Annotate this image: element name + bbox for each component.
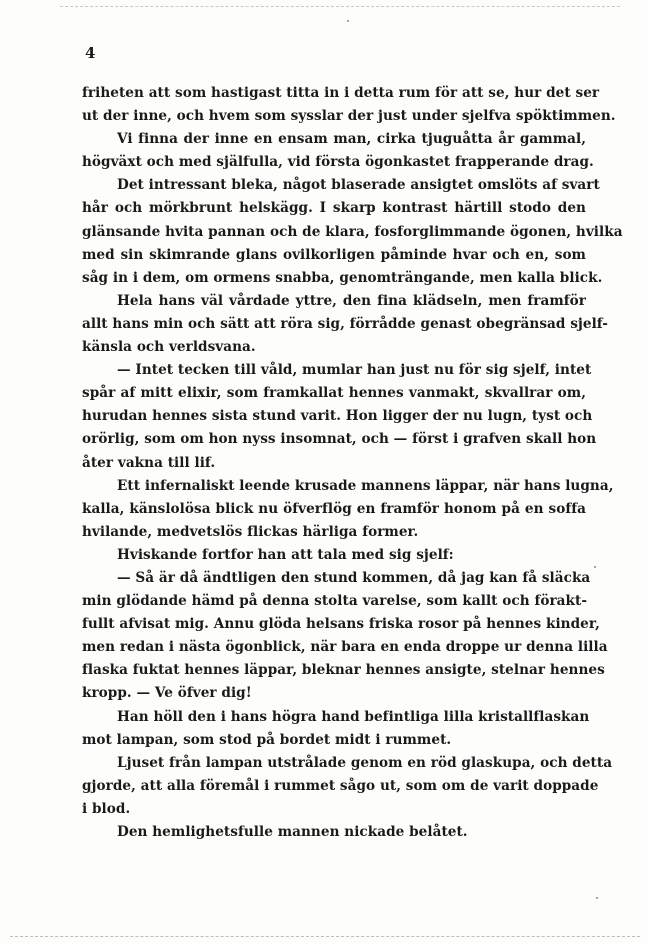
text-line: mot lampan, som stod på bordet midt i rummet. xyxy=(82,731,452,748)
text-line: Han höll den i hans högra hand befintliga lilla kristallflaskan xyxy=(117,708,590,725)
text-line: åter vakna till lif. xyxy=(82,454,216,471)
body-text xyxy=(82,82,623,844)
text-line: min glödande hämd på denna stolta varelse, som kallt och förakt- xyxy=(82,593,588,610)
text-line: fullt afvisat mig. Annu glöda helsans friska rosor på hennes kinder, xyxy=(82,616,600,633)
text-line: Den hemlighetsfulle mannen nickade belåtet. xyxy=(117,824,468,840)
text-line: friheten att som hastigast titta in i detta rum för att se, hur det ser xyxy=(82,85,600,101)
text-line: hår och mörkbrunt helskägg. I skarp kontrast härtill stodo den xyxy=(82,200,586,217)
text-line: Ljuset från lampan utstrålade genom en röd glaskupa, och detta xyxy=(117,754,613,771)
text-line: — Så är då ändtligen den stund kommen, då jag kan få släcka xyxy=(117,569,591,586)
text-line: Det intressant bleka, något blaserade ansigtet omslöts af svart xyxy=(117,177,600,194)
text-line: kropp. — Ve öfver dig! xyxy=(82,685,252,702)
text-line: hvilande, medvetslös flickas härliga former. xyxy=(82,523,419,540)
text-line: Hela hans väl vårdade yttre, den fina klädseln, men framför xyxy=(117,292,586,309)
text-line: såg in i dem, om ormens snabba, genomträngande, men kalla blick. xyxy=(82,269,603,286)
text-line: orörlig, som om hon nyss insomnat, och — först i grafven skall hon xyxy=(82,431,597,448)
text-line: Ett infernaliskt leende krusade mannens läppar, när hans lugna, xyxy=(117,477,614,494)
text-line: men redan i nästa ögonblick, när bara en enda droppe ur denna lilla xyxy=(82,639,608,656)
bottom-edge-rule xyxy=(10,936,640,937)
text-line: högväxt och med själfulla, vid första ögonkastet frapperande drag. xyxy=(82,154,594,171)
page-number: 4 xyxy=(85,44,96,62)
text-line: kalla, känslolösa blick nu öfverflög en framför honom på en soffa xyxy=(82,500,586,517)
text-line: — Intet tecken till våld, mumlar han just nu för sig sjelf, intet xyxy=(117,362,592,379)
text-line: Hviskande fortfor han att tala med sig sjelf: xyxy=(117,546,454,563)
text-line: med sin skimrande glans ovilkorligen påminde hvar och en, som xyxy=(82,246,586,263)
text-line: känsla och verldsvana. xyxy=(82,339,256,356)
print-speck xyxy=(347,20,349,22)
text-line: Vi finna der inne en ensam man, cirka tjuguåtta år gammal, xyxy=(117,131,586,148)
text-line: hurudan hennes sista stund varit. Hon ligger der nu lugn, tyst och xyxy=(82,408,593,425)
print-speck xyxy=(596,897,598,899)
top-edge-rule xyxy=(60,6,620,7)
text-line: allt hans min och sätt att röra sig, förrådde genast obegränsad sjelf- xyxy=(82,315,608,332)
text-line: gjorde, att alla föremål i rummet sågo ut, som om de varit doppade xyxy=(82,777,599,794)
text-line: ut der inne, och hvem som sysslar der just under sjelfva spöktimmen. xyxy=(82,108,616,125)
text-line: i blod. xyxy=(82,800,131,817)
text-line: flaska fuktat hennes läppar, bleknar hennes ansigte, stelnar hennes xyxy=(82,662,605,679)
text-line: spår af mitt elixir, som framkallat hennes vanmakt, skvallrar om, xyxy=(82,385,586,402)
print-speck xyxy=(594,566,596,568)
text-line: glänsande hvita pannan och de klara, fosforglimmande ögonen, hvilka xyxy=(82,223,623,240)
